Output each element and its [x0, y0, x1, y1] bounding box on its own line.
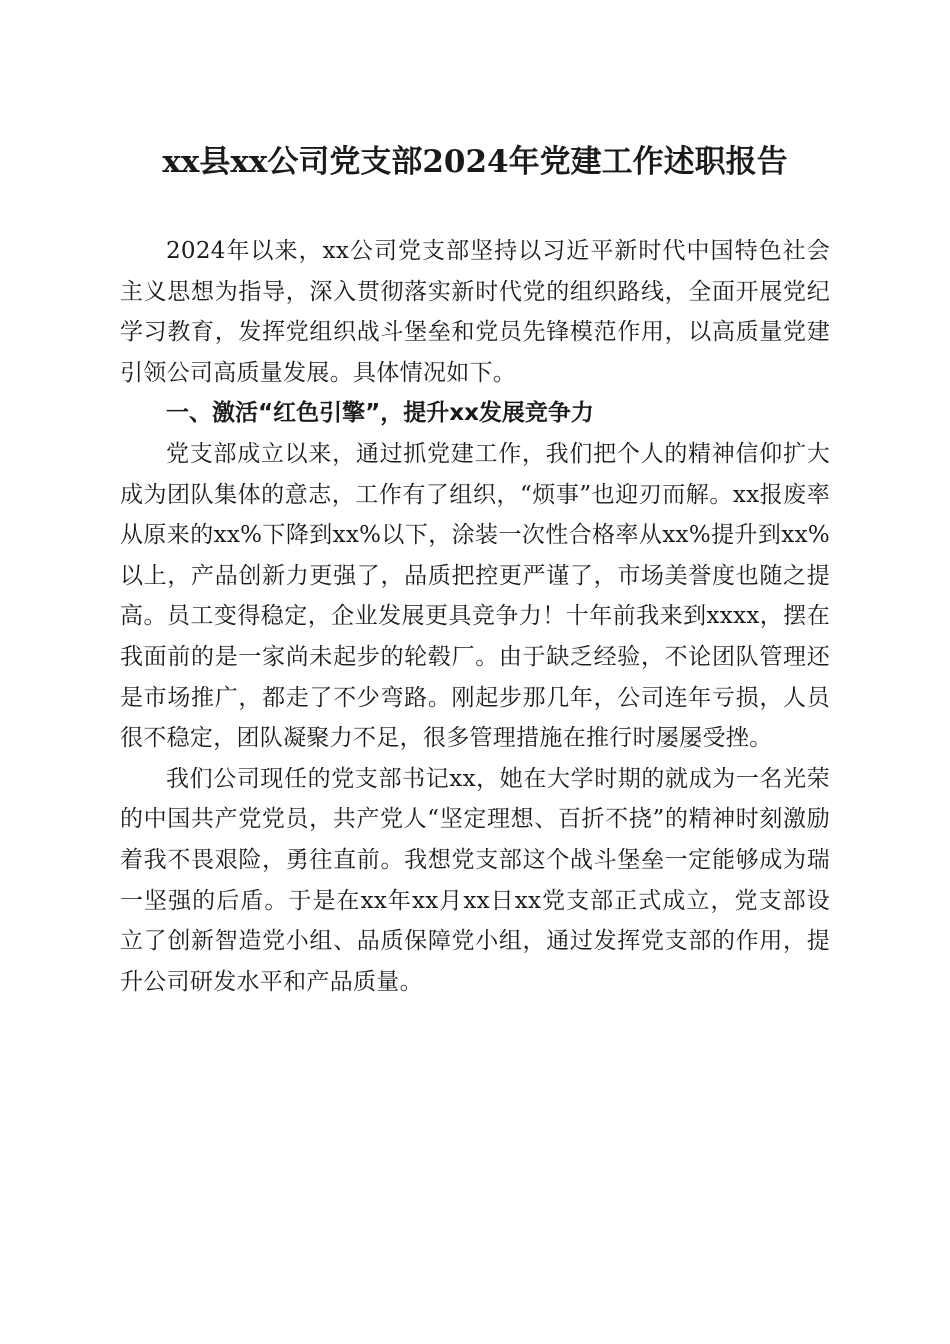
document-page — [120, 0, 830, 1344]
intro-paragraph: 2024年以来，xx公司党支部坚持以习近平新时代中国特色社会主义思想为指导，深入贯彻落实新时代党的组织路线，全面开展党纪学习教育，发挥党组织战斗堡垒和党员先锋模范作用，以高质量党建引领公司高质量发展。具体情况如下。 — [120, 238, 830, 386]
document-body — [120, 231, 830, 1002]
document-title: xx县xx公司党支部2024年党建工作述职报告 — [162, 144, 788, 180]
section-heading: 一、激活“红色引擎”，提升xx发展竞争力 — [166, 400, 594, 427]
body-paragraph: 我们公司现任的党支部书记xx，她在大学时期的就成为一名光荣的中国共产党党员，共产党人“坚定理想、百折不挠”的精神时刻激励着我不畏艰险，勇往直前。我想党支部这个战斗堡垒一定能够成为瑞一坚强的后盾。于是在xx年xx月xx日xx党支部正式成立，党支部设立了创新智造党小组、品质保障党小组，通过发挥党支部的作用，提升公司研发水平和产品质量。 — [120, 765, 830, 995]
body-paragraph: 党支部成立以来，通过抓党建工作，我们把个人的精神信仰扩大成为团队集体的意志，工作有了组织，“烦事”也迎刃而解。xx报废率从原来的xx%下降到xx%以下，涂装一次性合格率从xx%提升到xx%以上，产品创新力更强了，品质把控更严谨了，市场美誉度也随之提高。员工变得稳定，企业发展更具竞争力！十年前我来到xxxx，摆在我面前的是一家尚未起步的轮毂厂。由于缺乏经验，不论团队管理还是市场推广，都走了不少弯路。刚起步那几年，公司连年亏损，人员很不稳定，团队凝聚力不足，很多管理措施在推行时屡屡受挫。 — [120, 440, 830, 752]
